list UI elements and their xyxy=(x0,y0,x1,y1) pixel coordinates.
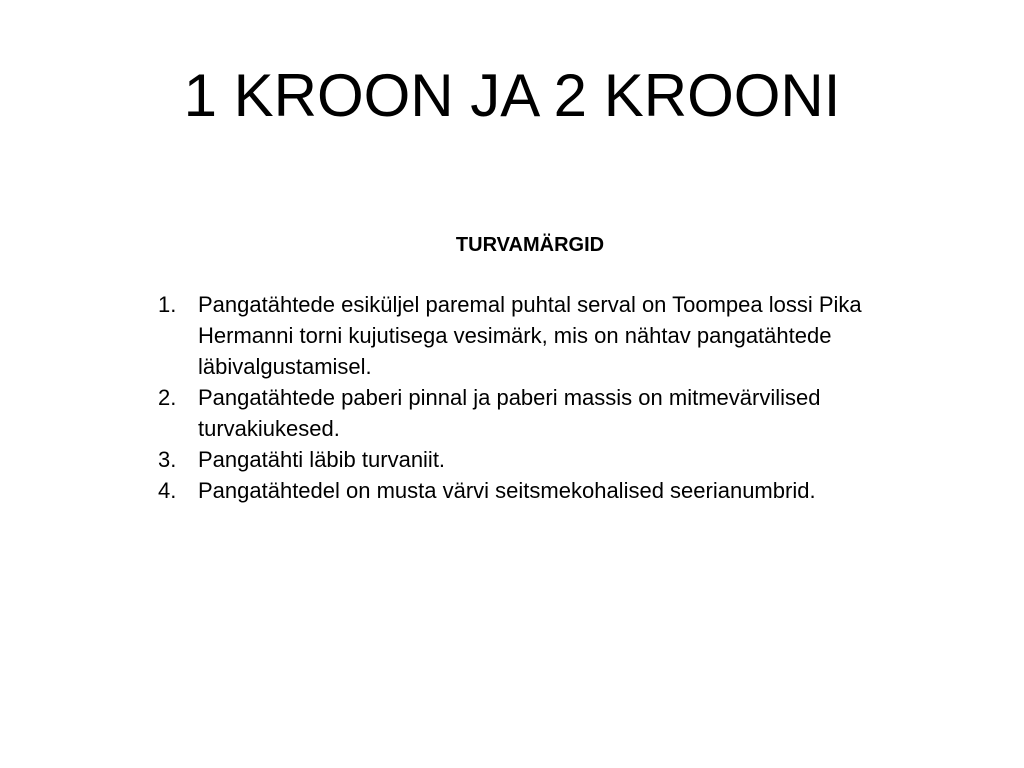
list-item-text: Pangatähtede paberi pinnal ja paberi massis on mitmevärvilised turvakiukesed. xyxy=(198,385,821,441)
list-item-text: Pangatähtedel on musta värvi seitsmekohalised seerianumbrid. xyxy=(198,478,816,503)
list-item xyxy=(158,382,898,444)
list-item-text: Pangatähti läbib turvaniit. xyxy=(198,447,446,472)
section-heading: TURVAMÄRGID xyxy=(455,234,605,256)
list-item-number: 1. xyxy=(158,292,177,317)
list-item xyxy=(158,289,898,382)
list-item xyxy=(158,444,898,475)
security-marks-list xyxy=(158,289,898,506)
list-item-text: Pangatähtede esiküljel paremal puhtal serval on Toompea lossi Pika Hermanni torni kujutisega vesimärk, mis on nähtav pangatähtede läbivalgustamisel. xyxy=(198,292,862,379)
list-item-number: 2. xyxy=(158,385,177,410)
slide-title: 1 KROON JA 2 KROONI xyxy=(183,62,841,129)
list-item-number: 3. xyxy=(158,447,177,472)
list-item xyxy=(158,475,898,506)
list-item-number: 4. xyxy=(158,478,177,503)
